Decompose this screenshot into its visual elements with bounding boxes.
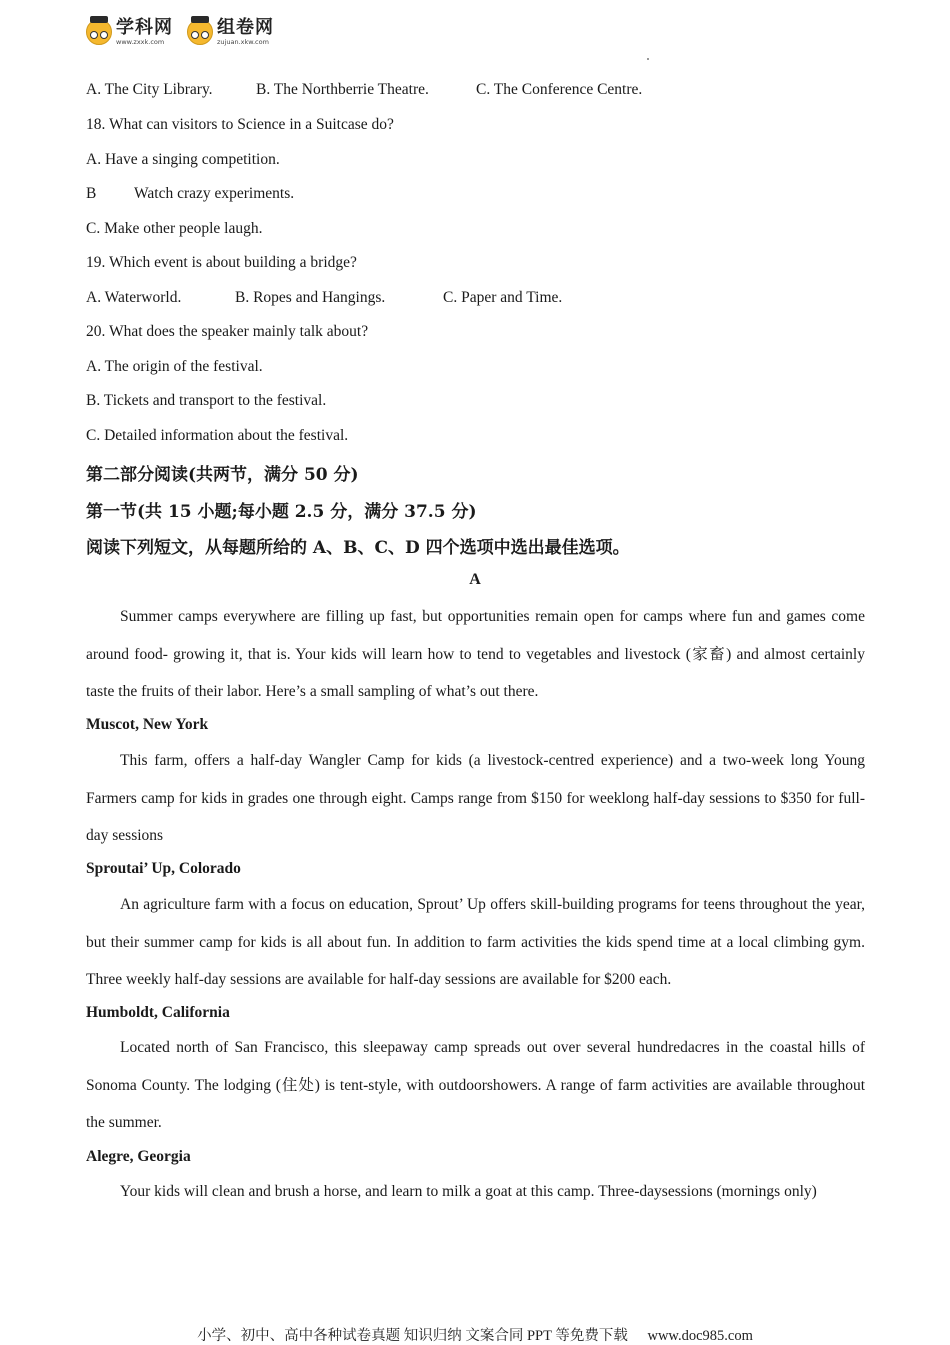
logo-url: www.zxxk.com <box>116 37 165 46</box>
camp-text <box>86 1173 865 1211</box>
q17-option-c: C. The Conference Centre. <box>476 81 643 98</box>
stray-dot <box>647 58 649 60</box>
logo-zujuan[interactable] <box>187 16 274 46</box>
q19-option-b: B. Ropes and Hangings. <box>235 289 386 306</box>
camp-title: Sproutai’ Up, Colorado <box>86 860 241 877</box>
logo-url: zujuan.xkw.com <box>217 37 269 46</box>
page-footer <box>0 1324 950 1345</box>
q17-options <box>86 81 642 99</box>
camp-text-body: An agriculture farm with a focus on education, Sprout’ Up offers skill-building programs for teens throughout the year, but their summer camp for kids is all about fun. In addition to farm activities the kids spend time at a local climbing gym. Three weekly half-day sessions are available for half-day sessions are available for $200 each. <box>86 896 865 988</box>
camp-text-body: Located north of San Francisco, this sleepaway camp spreads out over several hundredacres in the coastal hills of Sonoma County. The lodging (住处) is tent-style, with outdoorshowers. A range of farm activities are available throughout the summer. <box>86 1039 865 1131</box>
camp-text <box>86 1029 865 1142</box>
section-instruction: 阅读下列短文，从每题所给的 A、B、C、D 四个选项中选出最佳选项。 <box>86 538 630 558</box>
camp-text-body: Your kids will clean and brush a horse, and learn to milk a goat at this camp. Three-daysessions (mornings only) <box>120 1183 817 1200</box>
q18-question: 18. What can visitors to Science in a Suitcase do? <box>86 116 394 133</box>
passage-intro <box>86 598 865 711</box>
camp-title: Muscot, New York <box>86 716 209 733</box>
q17-option-a: A. The City Library. <box>86 81 213 98</box>
q20-question: 20. What does the speaker mainly talk about? <box>86 323 369 340</box>
q17-option-b: B. The Northberrie Theatre. <box>256 81 429 98</box>
logo-name: 组卷网 <box>217 16 274 38</box>
q18-option-b <box>86 185 294 203</box>
logo-zxxk[interactable] <box>86 16 173 46</box>
q19-options <box>86 289 562 307</box>
q20-option-c: C. Detailed information about the festival. <box>86 427 349 444</box>
footer-text: 小学、初中、高中各种试卷真题 知识归纳 文案合同 PPT 等免费下载 <box>197 1328 628 1344</box>
q19-option-a: A. Waterworld. <box>86 289 182 306</box>
q18-option-c: C. Make other people laugh. <box>86 220 263 237</box>
camp-text-body: This farm, offers a half-day Wangler Camp for kids (a livestock-centred experience) and a two-week long Young Farmers camp for kids in grades one through eight. Camps range from $150 for weeklong half-day sessions to $350 for full-day sessions <box>86 752 865 844</box>
q18-option-a: A. Have a singing competition. <box>86 151 280 168</box>
q19-question: 19. Which event is about building a bridge? <box>86 254 357 271</box>
section-part-heading: 第二部分阅读(共两节，满分 50 分) <box>86 465 359 485</box>
passage-label: A <box>469 571 481 588</box>
header-logos <box>86 14 274 50</box>
footer-url[interactable]: www.doc985.com <box>647 1328 753 1344</box>
camp-title: Humboldt, California <box>86 1004 230 1021</box>
mascot-icon <box>86 19 112 45</box>
q20-option-a: A. The origin of the festival. <box>86 358 263 375</box>
q20-option-b: B. Tickets and transport to the festival. <box>86 392 327 409</box>
camp-title: Alegre, Georgia <box>86 1148 191 1165</box>
q19-option-c: C. Paper and Time. <box>443 289 563 306</box>
mascot-icon <box>187 19 213 45</box>
q18-option-b-letter: B <box>86 185 97 202</box>
section-sub-heading: 第一节(共 15 小题;每小题 2.5 分，满分 37.5 分) <box>86 502 477 522</box>
camp-text <box>86 742 865 855</box>
logo-name: 学科网 <box>116 16 173 38</box>
q18-option-b-text: Watch crazy experiments. <box>134 185 295 202</box>
camp-text <box>86 886 865 999</box>
passage-intro-text: Summer camps everywhere are filling up fast, but opportunities remain open for camps where fun and games come around food- growing it, that is. Your kids will learn how to tend to vegetables and livestock (家畜) and almost certainly taste the fruits of their labor. Here’s a small sampling of what’s out there. <box>86 608 865 700</box>
